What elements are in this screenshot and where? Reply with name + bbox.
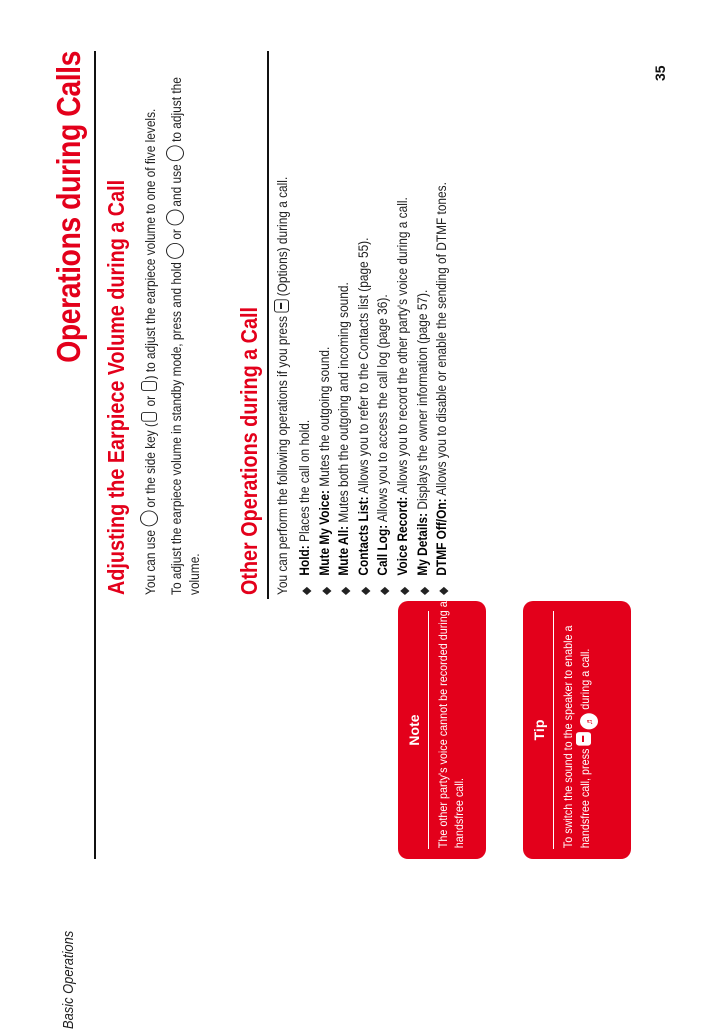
- option-desc: Displays the owner information (page 57).: [414, 289, 430, 510]
- other-intro: [274, 49, 292, 595]
- tip-callout: [523, 601, 631, 859]
- option-term: Contacts List:: [355, 496, 371, 576]
- option-desc: Mutes the outgoing sound.: [316, 346, 332, 487]
- page-number: 35: [652, 65, 668, 81]
- note-callout: [398, 601, 486, 859]
- soft-key-icon: [576, 732, 591, 746]
- option-term: Call Log:: [375, 524, 391, 576]
- option-term: Hold:: [297, 545, 312, 576]
- option-desc: Places the call on hold.: [297, 419, 312, 542]
- note-divider: [428, 611, 429, 849]
- option-item: [316, 49, 334, 595]
- tip-divider: [553, 611, 554, 849]
- note-text: The other party's voice cannot be recorded during a handsfree call.: [436, 601, 466, 849]
- volume-p2-a: To adjust the earpiece volume in standby mode, press and hold: [169, 262, 184, 595]
- option-desc: Allows you to refer to the Contacts list (page 55).: [355, 237, 371, 494]
- note-title: Note: [406, 714, 422, 746]
- volume-p2-or: or: [169, 229, 184, 240]
- volume-p2-c: to adjust the volume.: [169, 77, 202, 595]
- option-desc: Allows you to disable or enable the sending of DTMF tones.: [434, 182, 450, 496]
- side-key-up-icon: [141, 412, 157, 422]
- volume-p1-or: or: [143, 395, 158, 407]
- option-term: Mute My Voice:: [316, 490, 332, 576]
- options-list: [296, 49, 451, 595]
- page-title: Operations during Calls: [50, 51, 87, 363]
- speaker-icon: ♬: [580, 713, 598, 729]
- option-item: [394, 49, 412, 595]
- option-item: [414, 49, 432, 595]
- soft-key-icon: [274, 300, 289, 313]
- content-divider: [267, 51, 269, 599]
- section-label: Basic Operations: [60, 930, 77, 1029]
- title-divider: [94, 51, 96, 859]
- navigation-key-down-icon: [166, 210, 184, 226]
- option-desc: Allows you to record the other party's voice during a call.: [394, 197, 410, 494]
- option-item: [374, 49, 392, 595]
- volume-p1-c: ) to adjust the earpiece volume to one of five levels.: [143, 108, 158, 380]
- other-intro-a: You can perform the following operations if you press: [275, 316, 290, 595]
- option-term: Mute All:: [336, 525, 352, 576]
- navigation-key-icon: [140, 511, 158, 527]
- option-item: [433, 49, 451, 595]
- tip-text-a: To switch the sound to the speaker to enable a handsfree call, press: [561, 625, 592, 849]
- options-list-wrap: [296, 49, 451, 595]
- navigation-key-icon: [166, 145, 184, 161]
- option-desc: Allows you to access the call log (page 36).: [375, 294, 391, 523]
- volume-p1-b: or the side key (: [143, 423, 158, 508]
- volume-heading: Adjusting the Earpiece Volume during a Call: [103, 179, 129, 595]
- other-heading: Other Operations during a Call: [236, 307, 262, 595]
- tip-text-b: during a call.: [578, 648, 592, 710]
- tip-text: [560, 567, 598, 859]
- volume-p1-a: You can use: [143, 530, 158, 595]
- option-term: My Details:: [414, 512, 430, 576]
- volume-paragraph-2: [166, 49, 204, 595]
- navigation-key-up-icon: [166, 243, 184, 259]
- volume-p2-b: and use: [169, 164, 184, 207]
- volume-paragraph-1: [140, 49, 160, 595]
- tip-title: Tip: [531, 719, 547, 741]
- option-desc: Mutes both the outgoing and incoming sound.: [336, 282, 352, 523]
- option-item: [355, 49, 373, 595]
- side-key-down-icon: [141, 381, 157, 391]
- option-term: DTMF Off/On:: [434, 498, 450, 576]
- option-item: [335, 49, 353, 595]
- other-intro-b: (Options) during a call.: [275, 176, 290, 297]
- option-term: Voice Record:: [394, 496, 410, 576]
- option-item: [296, 49, 314, 595]
